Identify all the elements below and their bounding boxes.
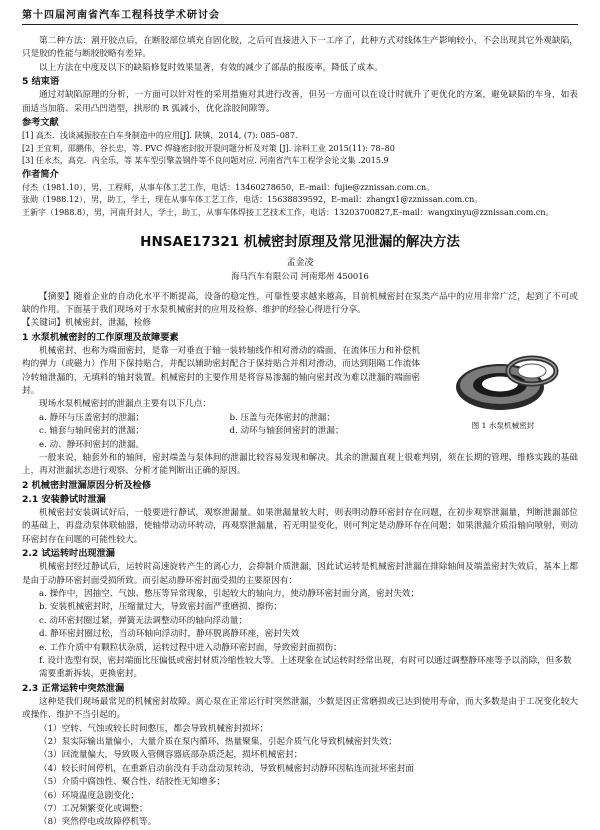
leak-point: a. 静环与压盖密封的泄漏；	[39, 412, 145, 423]
author-bio: 王新宇（1988.8），男，河南开封人，学士，助工，从事车体焊接工艺技术工作，电话：13203700827,E–mail：wangxinyu@zznissan.com.cn。	[22, 208, 554, 217]
cause-item: （1）空转、气蚀或较长时间憋压，都会导致机械密封损坏；	[39, 723, 268, 734]
reference-item: [3] 任永杰，高克．内全乐，等 某车型引擎盖钢件等不良问题对应. 河南省汽车工程学会论文集 .2015.9	[22, 156, 389, 166]
section-heading: 2 机械密封泄漏原因分析及检修	[22, 479, 152, 491]
keywords: 【关键词】机械密封，泄漏，检修	[22, 318, 151, 329]
paper-title: HNSAE17321 机械密封原理及常见泄漏的解决方法	[140, 233, 460, 250]
cause-item: c. 动环密封圈过紧，弹簧无法调整动环的轴向浮动量；	[39, 615, 247, 626]
body-paragraph: 这种是我们现场最常见的机械密封故障。离心泵在正常运行时突然泄漏，少数是因正常磨损或已达到使用寿命，而大多数是由于工况变化较大或操作、维护不当引起的。	[22, 696, 578, 721]
cause-item: d. 静环密封圈过松，当动环轴向浮动时，静环脱离静环座，密封失效	[39, 629, 300, 640]
figure-pump-seal	[428, 345, 578, 452]
body-paragraph: 机械密封安装调试好后，一般要进行静试，观察泄漏量。如果泄漏量较大时，则表明动静环密封存在问题，在初步观察泄漏量，判断泄漏部位的基础上，再盘动泵体联轴器，使轴带动动环转动，再观察泄漏量，若无明显变化，则可判定是动静环存在问题；如果泄漏介质沿轴向喷射，则动环密封存在问题的可能性较大。	[22, 507, 578, 545]
cause-item: （8）突然停电或故障停机等。	[39, 817, 157, 828]
leak-point: b. 压盖与壳体密封的泄漏；	[229, 412, 335, 423]
leak-point: e. 动、静环间密封的泄漏。	[39, 439, 145, 450]
leak-point: c. 轴套与轴间密封的泄漏；	[39, 426, 144, 437]
cause-item: （4）较长时间停机，在重新启动前没有手动盘动泵转动，导致机械密封动静环因粘连而扯坏密封面	[39, 763, 415, 774]
cause-item: （2）泵实际输出量偏小，大量介质在泵内循环，热量聚集，引起介质气化导致机械密封失效；	[39, 736, 397, 747]
cause-item: （5）介质中腐蚀性、聚合性、结胶性无知增多；	[39, 777, 225, 788]
paper-affiliation: 海马汽车有限公司 河南郑州 450016	[231, 270, 369, 281]
cause-item: a. 操作中，因抽空、气蚀、憋压等异常现象，引起较大的轴向力，使动静环密封面分离，密封失效；	[39, 588, 420, 599]
paper-author: 孟金凌	[286, 257, 314, 268]
figure-caption: 图 1 水泵机械密封	[471, 420, 535, 430]
section1-text	[22, 345, 420, 452]
cause-item: b. 安装机械密封时，压缩量过大，导致密封面严重磨损、擦伤；	[39, 602, 282, 613]
references-heading: 参考文献	[22, 117, 59, 129]
cause-item: e. 工作介质中有颗粒状杂质，运转过程中进入动静环密封面，导致密封面损伤；	[39, 642, 342, 653]
body-paragraph: 现场水泵机械密封的泄漏点主要有以下几点：	[39, 399, 211, 410]
running-head: 第十四届河南省汽车工程科技学术研讨会	[22, 6, 578, 25]
subsection-heading: 2.3 正常运转中突然泄漏	[22, 682, 125, 694]
section-heading: 5 结束语	[22, 76, 60, 88]
cause-item: （7）工况频繁变化或调整；	[39, 804, 148, 814]
section1-with-figure	[22, 345, 578, 452]
body-paragraph: 以上方法在中度及以下的缺陷修复时效果显著，有效的减少了部品的报废率，降低了成本。	[39, 62, 383, 73]
body-paragraph: 机械密封，也称为端面密封，是靠一对垂直于轴一装转轴线作相对滑动的端面，在流体压力和补偿机构的弹力（或磁力）作用下保持贴合，并配以辅助密封配合于保持贴合并相对滑动，而达到阻隔工作流体冷转轴泄漏的，无填料的轴封装置。机械密封的主要作用是将容易渗漏的轴向密封改为难以泄漏的端面密封。	[22, 345, 420, 397]
author-bio: 张勋（1988.12），男，助工，学士，现在从事车体工艺工作，电话：15638839592，E–mail：zhangx1@zznissan.com.cn。	[22, 195, 483, 205]
body-paragraph: 通过对缺陷原理的分析，一方面可以针对性的采用措施对其进行改善，但另一方面可以在设计时就升了更优化的方案，避免缺陷的车身，如表面适当加筋、采用凸凹造型，拱形的 R 弧减小，优化涂胶间隙等。	[22, 90, 578, 114]
leak-points-row	[22, 439, 420, 452]
cause-item: （6）环境温度急剧变化；	[39, 790, 139, 801]
abstract: 【摘要】随着企业的自动化水平不断提高，设备的稳定性，可靠性要求越来越高，目前机械密封在泵类产品中的应用非常广泛，起到了不可或缺的作用。下面基于我们现场对于水泵机械密封的应用及检修、维护的经验心得进行分享。	[22, 291, 578, 315]
subsection-heading: 2.1 安装静试时泄漏	[22, 493, 106, 505]
reference-item: [2] 王宜莉，邵鹏伟，谷长忠，等. PVC 焊缝密封胶开裂问题分析及对策 [J]. 涂料工业 2015(11): 78–80	[22, 143, 395, 153]
subsection-heading: 2.2 试运转时出现泄漏	[22, 548, 115, 560]
leak-points-row	[22, 425, 420, 438]
body-paragraph: 机械密封经过静试后，运转时高速旋转产生的离心力，会抑制介质泄漏，因此试运转是机械密封泄漏在排除轴间及端盖密封失效后，基本上都是由于动静环密封面受损所致。而引起动静环密封面受损的主要原因有：	[22, 562, 578, 586]
reference-item: [1] 高杰．浅谈减振胶在白车身制造中的应用[J]. 陕镇，2014, (7): 085–087.	[22, 131, 298, 141]
author-bio: 付杰（1981.10），男，工程师，从事车体工艺工作，电话：13460278650，E–mail：fujie@zznissan.com.cn。	[22, 182, 435, 192]
body-paragraph: 第二种方法：割开胶点后，在断胶部位填充自固化胶，之后可直接进入下一工序了，此种方式对线体生产影响较小，不会出现其它外观缺陷，只是胶的性能与断胶胶略有差异。	[22, 36, 578, 60]
cause-item: f. 设计选型有误，密封端面比压偏低或密封材质冷缩性较大等。上述现象在试运转时经常出现，有时可以通过调整静环座等予以消除，但多数需要重新拆装，更换密封。	[39, 655, 572, 680]
leak-point: d. 动环与轴套间密封的泄漏；	[229, 426, 344, 437]
authors-heading: 作者简介	[22, 168, 59, 180]
section-heading: 1 水泵机械密封的工作原理及故障要素	[22, 331, 179, 343]
leak-points-row	[22, 412, 420, 425]
body-paragraph: 一般来说，轴套外和的轴间，密封端盖与泵体间的泄漏比较容易发现和解决。其余的泄漏直观上很难判别，须在长期的管理、维修实践的基础上，再对泄漏状态进行观察、分析才能判断出正确的原因。	[22, 453, 578, 477]
cause-item: （3）回流量偏大，导致吸入管侧容器底部杂质泛起，损坏机械密封；	[39, 750, 303, 761]
mechanical-seal-illustration	[438, 347, 568, 419]
